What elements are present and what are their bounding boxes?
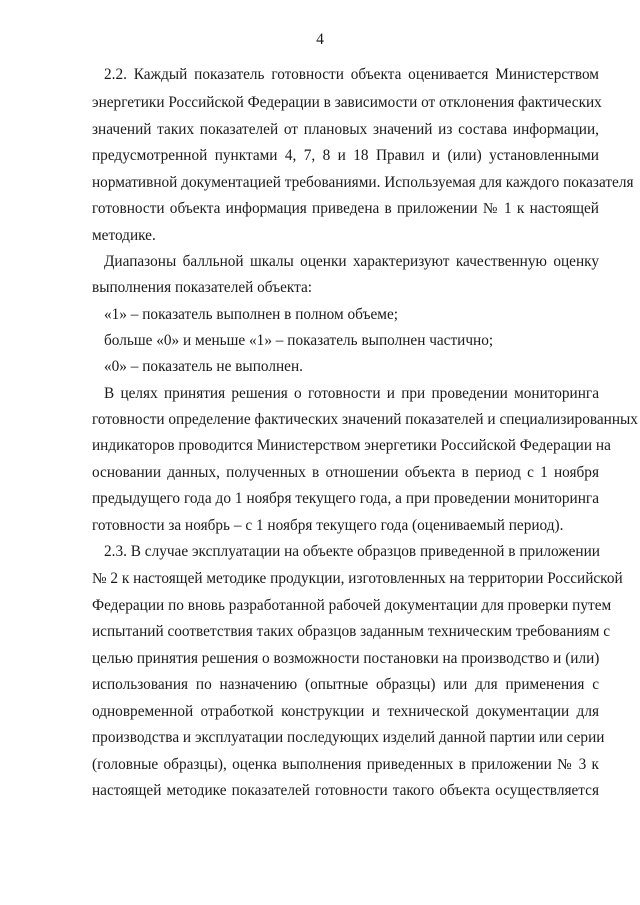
text-line: (головные образцы), оценка выполнения приведенных в приложении № 3 к <box>92 756 599 773</box>
text-line: нормативной документацией требованиями. Используемая для каждого показателя <box>92 174 634 191</box>
text-line: методике. <box>92 227 156 244</box>
text-line: энергетики Российской Федерации в зависимости от отклонения фактических <box>92 94 602 111</box>
text-line: производства и эксплуатации последующих изделий данной партии или серии <box>92 729 605 746</box>
text-line: Федерации по вновь разработанной рабочей документации для проверки путем <box>92 597 612 614</box>
text-line: одновременной отработкой конструкции и технической документации для <box>92 703 599 720</box>
page-number: 4 <box>316 31 324 48</box>
text-line: готовности за ноябрь – с 1 ноября текущего года (оцениваемый период). <box>92 517 564 534</box>
text-line: индикаторов проводится Министерством энергетики Российской Федерации на <box>92 437 611 454</box>
text-line: выполнения показателей объекта: <box>92 279 313 296</box>
text-line: основании данных, полученных в отношении объекта в период с 1 ноября <box>92 464 599 481</box>
text-line: 2.2. Каждый показатель готовности объекта оценивается Министерством <box>104 66 599 83</box>
list-item: «1» – показатель выполнен в полном объеме; <box>104 306 398 323</box>
text-line: значений таких показателей от плановых значений из состава информации, <box>92 121 599 138</box>
text-line: готовности определение фактических значений показателей и специализированных <box>92 411 638 428</box>
text-line: предусмотренной пунктами 4, 7, 8 и 18 Правил и (или) установленными <box>92 147 599 164</box>
text-line: настоящей методике показателей готовности такого объекта осуществляется <box>92 782 599 799</box>
text-line: 2.3. В случае эксплуатации на объекте образцов приведенной в приложении <box>104 543 600 560</box>
text-line: предыдущего года до 1 ноября текущего года, а при проведении мониторинга <box>92 490 599 507</box>
text-line: целью принятия решения о возможности постановки на производство и (или) <box>92 650 600 667</box>
text-line: использования по назначению (опытные образцы) или для применения с <box>92 676 599 693</box>
text-line: № 2 к настоящей методике продукции, изготовленных на территории Российской <box>92 570 623 587</box>
text-line: испытаний соответствия таких образцов заданным техническим требованиям с <box>92 623 611 640</box>
list-item: больше «0» и меньше «1» – показатель выполнен частично; <box>104 332 494 349</box>
text-line: В целях принятия решения о готовности и при проведении мониторинга <box>104 385 599 402</box>
text-line: готовности объекта информация приведена в приложении № 1 к настоящей <box>92 200 599 217</box>
list-item: «0» – показатель не выполнен. <box>104 358 303 375</box>
text-line: Диапазоны балльной шкалы оценки характеризуют качественную оценку <box>104 253 599 270</box>
